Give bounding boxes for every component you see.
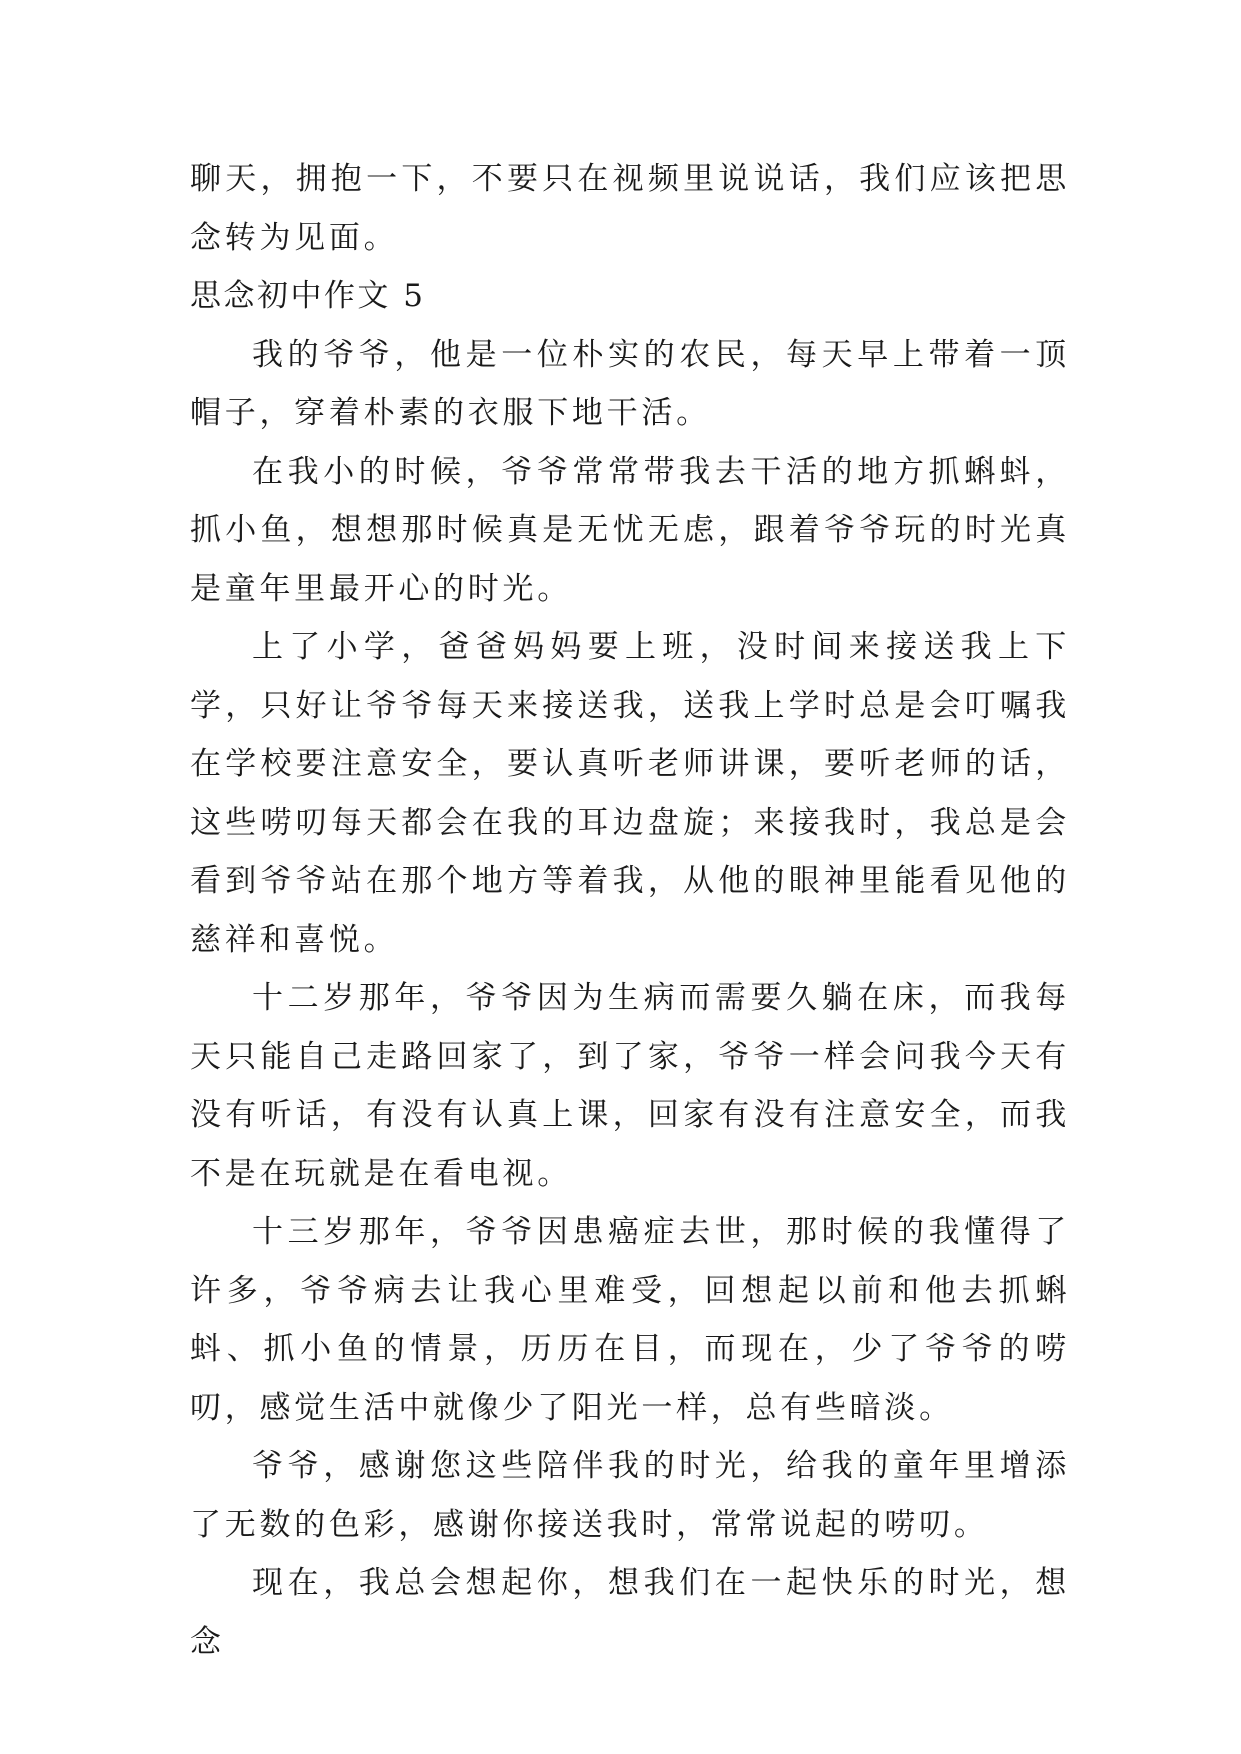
- section-heading: 思念初中作文 5: [190, 278, 426, 314]
- paragraph: 上了小学，爸爸妈妈要上班，没时间来接送我上下学，只好让爷爷每天来接送我，送我上学时总是会叮嘱我在学校要注意安全，要认真听老师讲课，要听老师的话，这些唠叨每天都会在我的耳边盘旋；来接我时，我总是会看到爷爷站在那个地方等着我，从他的眼神里能看见他的慈祥和喜悦。: [190, 629, 1070, 958]
- paragraph: 十二岁那年，爷爷因为生病而需要久躺在床，而我每天只能自己走路回家了，到了家，爷爷一样会问我今天有没有听话，有没有认真上课，回家有没有注意安全，而我不是在玩就是在看电视。: [190, 980, 1070, 1192]
- paragraph: 十三岁那年，爷爷因患癌症去世，那时候的我懂得了许多，爷爷病去让我心里难受，回想起以前和他去抓蝌蚪、抓小鱼的情景，历历在目，而现在，少了爷爷的唠叨，感觉生活中就像少了阳光一样，总有些暗淡。: [190, 1214, 1070, 1426]
- paragraph: 我的爷爷，他是一位朴实的农民，每天早上带着一顶帽子，穿着朴素的衣服下地干活。: [190, 336, 1070, 431]
- document-body: [190, 150, 1070, 1671]
- paragraph: 现在，我总会想起你，想我们在一起快乐的时光，想念: [190, 1565, 1070, 1660]
- paragraph: 聊天，拥抱一下，不要只在视频里说说话，我们应该把思念转为见面。: [190, 161, 1070, 256]
- paragraph: 在我小的时候，爷爷常常带我去干活的地方抓蝌蚪，抓小鱼，想想那时候真是无忧无虑，跟着爷爷玩的时光真是童年里最开心的时光。: [190, 453, 1070, 607]
- paragraph: 爷爷，感谢您这些陪伴我的时光，给我的童年里增添了无数的色彩，感谢你接送我时，常常说起的唠叨。: [190, 1448, 1070, 1543]
